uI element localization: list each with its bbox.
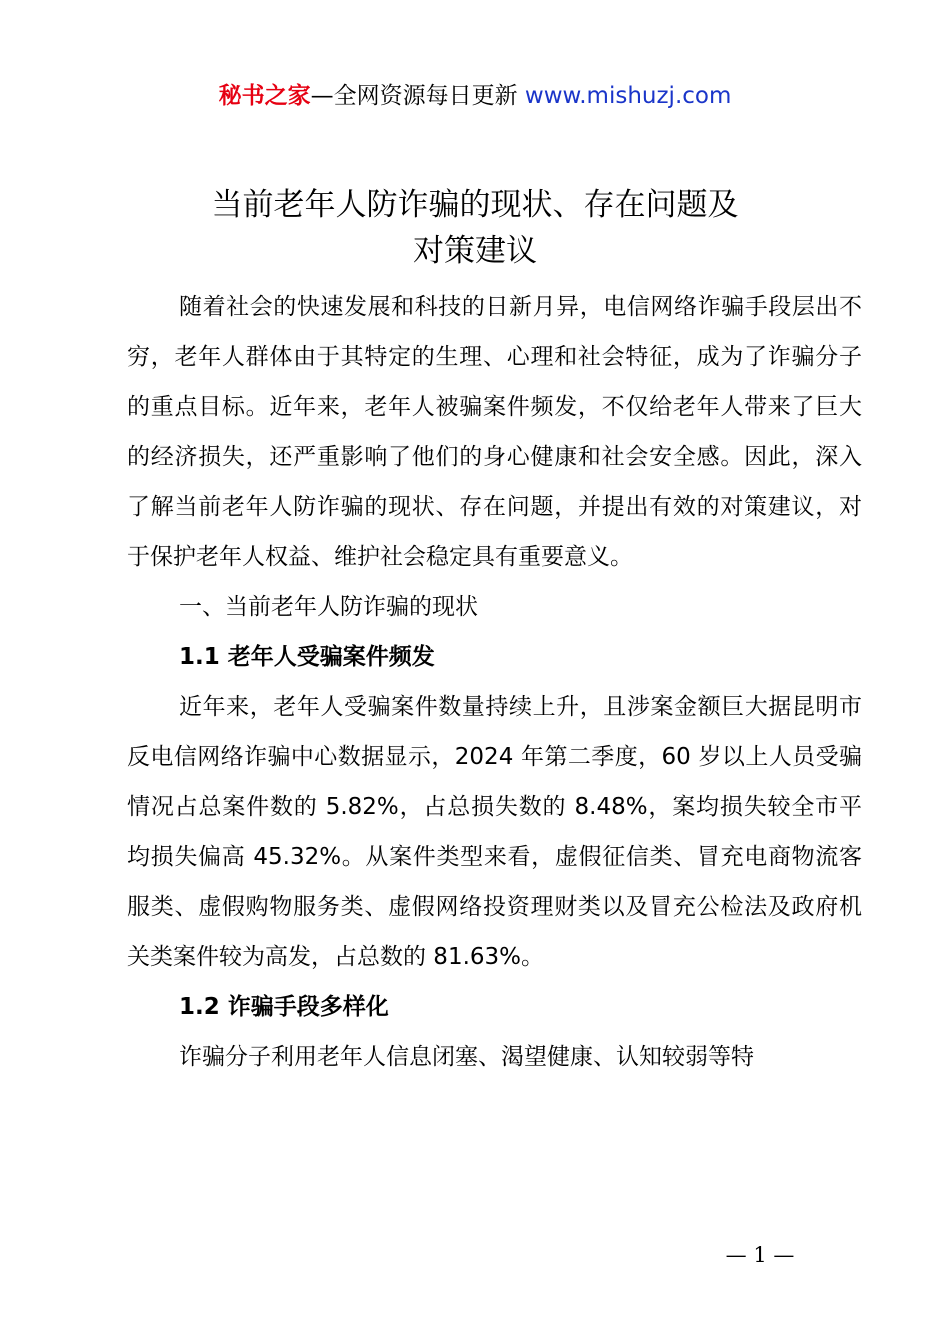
subsection-heading-1-1: 1.1 老年人受骗案件频发	[179, 644, 435, 670]
paragraph-1-1: 近年来，老年人受骗案件数量持续上升，且涉案金额巨大据昆明市反电信网络诈骗中心数据显示，2024 年第二季度，60 岁以上人员受骗情况占总案件数的 5.82%，占总损失数的 8.48%，案均损失较全市平均损失偏高 45.32%。从案件类型来看，虚假征信类、冒充电商物流客服类、虚假购物服务类、虚假网络投资理财类以及冒充公检法及政府机关类案件较为高发，占总数的 81.63%。	[127, 694, 862, 970]
site-url[interactable]: www.mishuzj.com	[524, 83, 732, 109]
header-slogan: —全网资源每日更新	[310, 83, 525, 109]
brand-name: 秘书之家	[218, 83, 311, 109]
title-line-2: 对策建议	[413, 233, 537, 269]
page-number: — 1 —	[725, 1243, 795, 1267]
site-header	[0, 80, 950, 112]
subsection-heading-1-2: 1.2 诈骗手段多样化	[179, 994, 389, 1020]
section-heading-1: 一、当前老年人防诈骗的现状	[179, 594, 478, 620]
title-line-1: 当前老年人防诈骗的现状、存在问题及	[211, 187, 739, 223]
intro-paragraph: 随着社会的快速发展和科技的日新月异，电信网络诈骗手段层出不穷，老年人群体由于其特定的生理、心理和社会特征，成为了诈骗分子的重点目标。近年来，老年人被骗案件频发，不仅给老年人带来了巨大的经济损失，还严重影响了他们的身心健康和社会安全感。因此，深入了解当前老年人防诈骗的现状、存在问题，并提出有效的对策建议，对于保护老年人权益、维护社会稳定具有重要意义。	[127, 294, 862, 570]
paragraph-1-2: 诈骗分子利用老年人信息闭塞、渴望健康、认知较弱等特	[179, 1044, 754, 1070]
document-body	[127, 282, 862, 1082]
document-title	[0, 182, 950, 274]
